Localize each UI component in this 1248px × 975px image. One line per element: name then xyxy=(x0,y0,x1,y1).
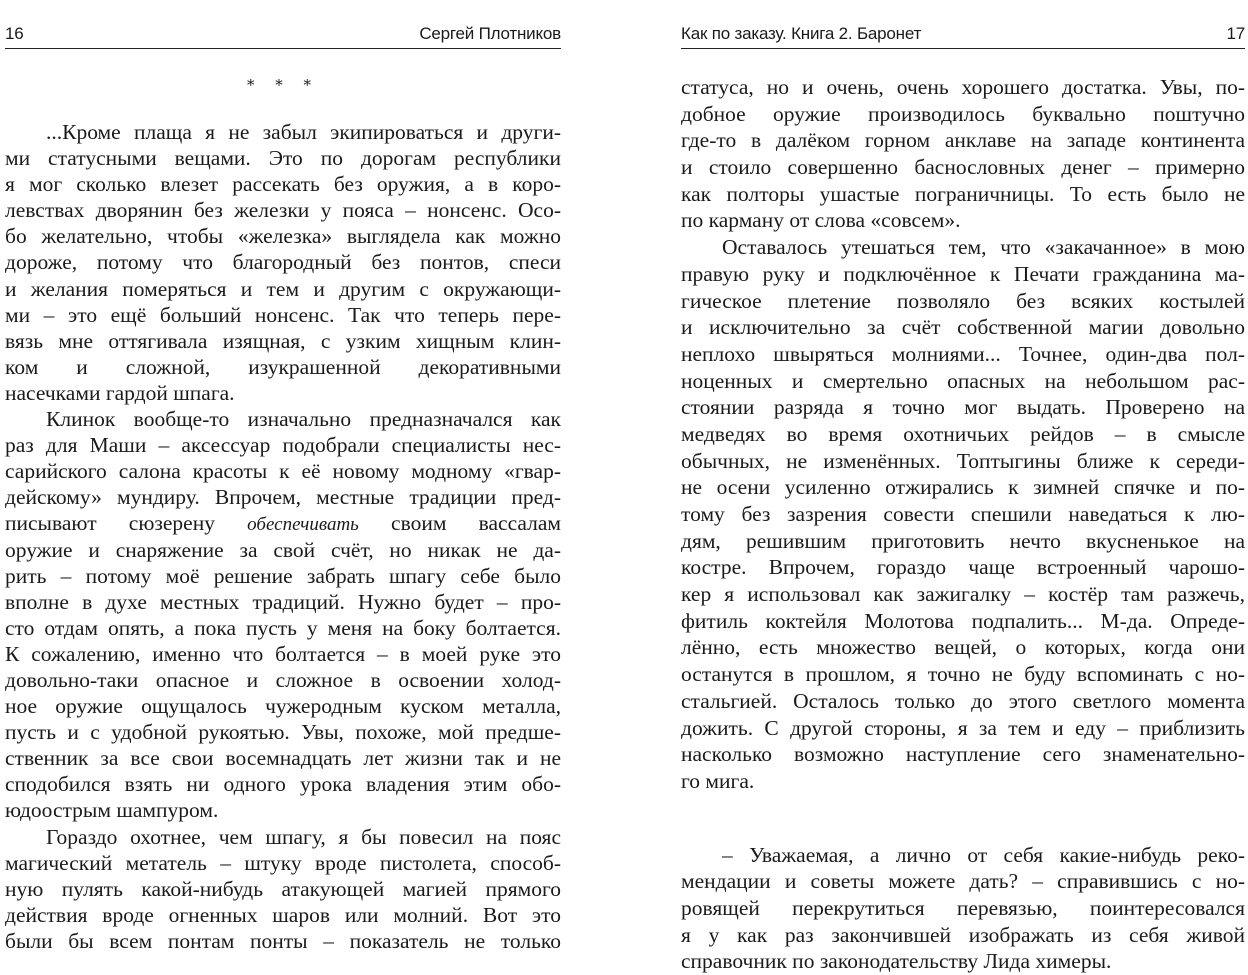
text-line: дям, решившим приготовить нечто вкусненькое на xyxy=(681,528,1245,553)
text-line: писывают сюзерену обеспечивать своим вассалам xyxy=(5,511,561,536)
text-line: фитиль коктейля Молотова подпалить... М-да. Опреде- xyxy=(681,608,1245,633)
text-line: лённо, есть множество вещей, о которых, когда они xyxy=(681,635,1245,660)
text-line: тому без зазрения совести спешили наведаться к лю- xyxy=(681,502,1245,526)
text-line: сподобился взять ни одного урока владения этим обо- xyxy=(5,772,561,797)
text-line: и исключительно за счёт собственной магии довольно xyxy=(681,315,1245,340)
text-line: магический метатель – штуку вроде пистолета, способ- xyxy=(5,850,561,875)
text-line: го мига. xyxy=(681,768,755,793)
text-line: ми статусными вещами. Это по дорогам республики xyxy=(5,146,561,171)
text-line: бо желательно, чтобы «железка» выглядела как можно xyxy=(5,224,561,249)
text-line: Клинок вообще-то изначально предназначался как xyxy=(46,407,561,432)
page-number: 16 xyxy=(5,24,24,43)
text-line: неплохо швыряться молниями... Точнее, один-два пол- xyxy=(681,341,1245,366)
text-line: где-то в далёком горном анклаве на западе континента xyxy=(681,128,1245,153)
author-name: Сергей Плотников xyxy=(419,24,561,43)
text-line: дейскому» мундиру. Впрочем, местные традиции пред- xyxy=(5,485,561,510)
text-line: сто отдам опять, а пока пусть у меня на боку болтается. xyxy=(5,615,561,640)
text-line: я у как раз закончившей изображать из себя живой xyxy=(681,922,1245,947)
text-line: гическое плетение позволяло без всяких костылей xyxy=(681,288,1245,313)
text-line: раз для Маши – аксессуар подобрали специалисты нес- xyxy=(5,433,561,458)
text-line: кер я использовал как зажигалку – костёр там разжечь, xyxy=(681,582,1245,607)
text-line: вполне в духе местных традиций. Нужно будет – про- xyxy=(5,589,561,614)
text-line: ми – это ещё больший нонсенс. Так что теперь пере- xyxy=(5,302,561,327)
right-page xyxy=(681,0,1245,974)
text-line: и желания померяться и тем и другим с окружающи- xyxy=(5,276,561,301)
text-line: довольно-таки опасное и сложное в освоении холод- xyxy=(5,667,561,692)
running-head xyxy=(681,22,1245,49)
section-separator: * * * xyxy=(246,76,320,94)
text-line: стоянии разряда я точно мог выдать. Проверено на xyxy=(681,395,1245,420)
text-line: сарийского салона красоты к её новому модному «гвар- xyxy=(5,459,561,484)
text-line: ственник за все свои восемнадцать лет жизни так и не xyxy=(5,746,561,771)
text-line: ровящей перекрутиться перевязью, поинтересовался xyxy=(681,895,1245,920)
text-line: не осени усиленно отжирались к зимней спячке и по- xyxy=(681,475,1245,500)
text-line: – Уважаемая, а лично от себя какие-нибудь реко- xyxy=(722,842,1245,867)
text-line: ное оружие ощущалось чужеродным куском металла, xyxy=(5,694,561,719)
text-line: по карману от слова «совсем». xyxy=(681,208,961,233)
text-line: и стоило совершенно баснословных денег – примерно xyxy=(681,155,1245,180)
text-line: правую руку и подключённое к Печати гражданина ма- xyxy=(681,261,1245,286)
text-line: были бы всем понтам понты – показатель не только xyxy=(5,928,561,953)
text-line: статуса, но и очень, очень хорошего достатка. Увы, по- xyxy=(681,75,1245,99)
text-line: я мог сколько влезет рассекать без оружия, а в коро- xyxy=(5,172,561,197)
text-line: вязь мне оттягивала изящная, с узким хищным клин- xyxy=(5,328,561,353)
emphasized-word: обеспечивать xyxy=(247,514,359,536)
text-line: оружие и снаряжение за свой счёт, но никак не да- xyxy=(5,537,561,562)
text-line: юдоострым шампуром. xyxy=(5,798,219,823)
text-line: добное оружие производилось буквально поштучно xyxy=(681,101,1245,126)
text-line: обычных, не изменённых. Топтыгины ближе к середи- xyxy=(681,448,1245,473)
text-line: справочник по законодательству Лида химеры. xyxy=(681,949,1112,974)
text-line: ком и сложной, изукрашенной декоративными xyxy=(5,354,561,379)
text-line: стальгией. Осталось только до этого светлого момента xyxy=(681,688,1245,713)
text-line: К сожалению, именно что болтается – в моей руке это xyxy=(5,641,561,666)
text-line: костре. Впрочем, гораздо чаще встроенный чарошо- xyxy=(681,555,1245,580)
text-line: ную пулять какой-нибудь атакующей магией прямого xyxy=(5,876,561,901)
text-line: медведях во время охотничьих рейдов – в смысле xyxy=(681,421,1245,446)
text-line: дороже, потому что благородный без понтов, спеси xyxy=(5,250,561,275)
text-line: действия вроде огненных шаров или молний. Вот это xyxy=(5,902,561,927)
text-line: мендации и советы можете дать? – справившись с но- xyxy=(681,869,1245,894)
text-line: ...Кроме плаща я не забыл экипироваться и други- xyxy=(46,120,561,144)
text-line: Оставалось утешаться тем, что «закачанное» в мою xyxy=(722,235,1245,260)
running-head xyxy=(5,22,561,49)
text-line: Гораздо охотнее, чем шпагу, я бы повесил на пояс xyxy=(46,824,561,849)
book-title: Как по заказу. Книга 2. Баронет xyxy=(681,24,922,43)
text-line: насколько возможно наступление сего знаменательно- xyxy=(681,742,1245,767)
text-line: дожить. С другой стороны, я за тем и еду – приблизить xyxy=(681,715,1245,740)
text-line: как полторы ушастые пограничницы. То есть было не xyxy=(681,181,1245,206)
text-line: пусть и с удобной рукоятью. Увы, похоже, мой предше- xyxy=(5,720,561,745)
page-text xyxy=(681,74,1245,975)
text-line: насечками гардой шпага. xyxy=(5,380,235,405)
left-page xyxy=(5,0,561,960)
text-line: останутся в прошлом, я точно не буду вспоминать с но- xyxy=(681,662,1245,687)
page-text xyxy=(5,119,561,954)
text-line: левствах дворянин без железки у пояса – нонсенс. Осо- xyxy=(5,198,561,223)
text-line: рить – потому моё решение забрать шпагу себе было xyxy=(5,563,561,588)
text-line: ноценных и смертельно опасных на небольшом рас- xyxy=(681,368,1245,393)
page-number: 17 xyxy=(1226,24,1245,43)
